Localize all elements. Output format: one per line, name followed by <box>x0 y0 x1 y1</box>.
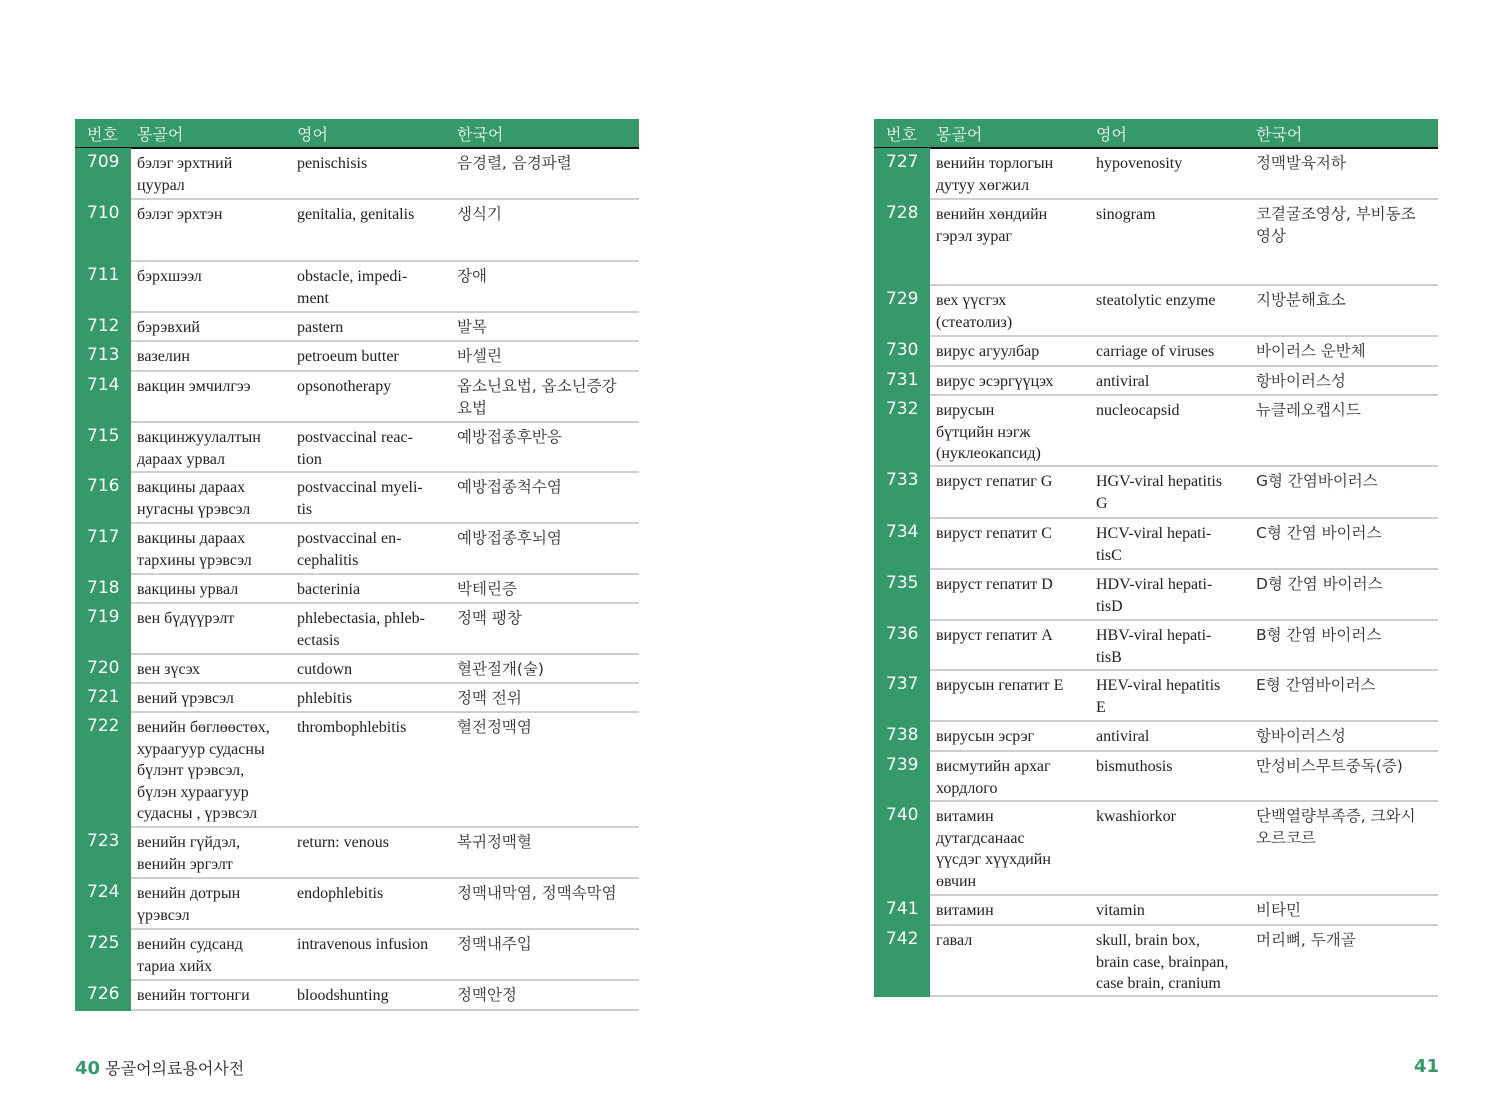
korean-term: 복귀정맥혈 <box>457 833 532 851</box>
row-number: 739 <box>874 751 930 802</box>
english-term: HEV-viral hepatitis E <box>1096 677 1221 716</box>
table-row <box>874 752 1438 802</box>
mongolian-term: вазелин <box>137 348 190 365</box>
mongolian-term: вируст гепатит C <box>936 525 1052 542</box>
row-number: 734 <box>874 518 930 570</box>
mongolian-term: бэлэг эрхтний цуурал <box>137 155 233 194</box>
korean-term: 음경렬, 음경파렬 <box>457 154 572 172</box>
row-number: 721 <box>75 683 131 713</box>
mongolian-term: вех үүсгэх (стеатолиз) <box>936 292 1013 331</box>
english-term: steatolytic enzyme <box>1096 292 1216 309</box>
korean-term: 예방접종척수염 <box>457 478 562 496</box>
table-row <box>75 713 639 828</box>
korean-term: 비타민 <box>1256 901 1301 919</box>
row-number: 738 <box>874 721 930 752</box>
english-term: HBV-viral hepati- tisB <box>1096 627 1212 666</box>
english-term: penischisis <box>297 155 368 172</box>
english-term: antiviral <box>1096 728 1150 745</box>
row-number: 718 <box>75 574 131 604</box>
table-row <box>75 149 639 200</box>
english-term: phlebectasia, phleb- ectasis <box>297 610 425 649</box>
right-term-table <box>874 119 1438 997</box>
table-row <box>75 879 639 930</box>
mongolian-term: вакцины урвал <box>137 581 239 598</box>
english-term: HDV-viral hepati- tisD <box>1096 576 1213 615</box>
korean-term: 바셀린 <box>457 347 502 365</box>
header-english: 영어 <box>297 125 328 144</box>
row-number: 709 <box>75 148 131 200</box>
mongolian-term: вен бүдүүрэлт <box>137 610 235 627</box>
table-body <box>75 149 639 1011</box>
english-term: pastern <box>297 319 344 336</box>
row-number: 723 <box>75 827 131 879</box>
table-header <box>874 119 1438 149</box>
row-number: 733 <box>874 466 930 519</box>
english-term: phlebitis <box>297 690 353 707</box>
mongolian-term: бэрэвхий <box>137 319 200 336</box>
english-term: bacterinia <box>297 581 361 598</box>
table-row <box>75 655 639 684</box>
table-row <box>874 671 1438 722</box>
english-term: postvaccinal en- cephalitis <box>297 530 402 569</box>
korean-term: 항바이러스성 <box>1256 727 1346 745</box>
mongolian-term: вакцинжуулалтын дараах урвал <box>137 429 261 468</box>
mongolian-term: гавал <box>936 932 973 949</box>
english-term: HGV-viral hepatitis G <box>1096 473 1223 512</box>
english-term: endophlebitis <box>297 885 384 902</box>
korean-term: 혈관절개(술) <box>457 660 544 678</box>
row-number: 740 <box>874 801 930 896</box>
korean-term: 옵소닌요법, 옵소닌증강 요법 <box>457 377 617 417</box>
header-num: 번호 <box>87 125 118 144</box>
table-row <box>874 200 1438 286</box>
row-number: 726 <box>75 980 131 1011</box>
table-row <box>75 604 639 655</box>
row-number: 730 <box>874 336 930 367</box>
table-row <box>75 828 639 879</box>
english-term: HCV-viral hepati- tisC <box>1096 525 1212 564</box>
english-term: skull, brain box, brain case, brainpan, case brain, cranium <box>1096 932 1229 992</box>
mongolian-term: вируст гепатиг G <box>936 473 1053 490</box>
table-row <box>874 896 1438 926</box>
korean-term: 생식기 <box>457 205 502 223</box>
korean-term: 장애 <box>457 267 487 285</box>
row-number: 729 <box>874 285 930 337</box>
korean-term: E형 간염바이러스 <box>1256 676 1376 694</box>
mongolian-term: венийн торлогын дутуу хөгжил <box>936 155 1054 194</box>
mongolian-term: бэрхшээл <box>137 268 202 285</box>
table-row <box>75 930 639 981</box>
header-num: 번호 <box>886 125 917 144</box>
row-number: 728 <box>874 199 930 286</box>
row-number: 713 <box>75 341 131 372</box>
mongolian-term: венийн дотрын үрэвсэл <box>137 885 241 924</box>
korean-term: 정맥 팽창 <box>457 609 522 627</box>
row-number: 719 <box>75 603 131 655</box>
korean-term: 정맥내막염, 정맥속막염 <box>457 884 617 902</box>
table-row <box>874 621 1438 671</box>
korean-term: 항바이러스성 <box>1256 372 1346 390</box>
korean-term: C형 간염 바이러스 <box>1256 524 1382 542</box>
mongolian-term: венийн судсанд тариа хийх <box>137 936 243 975</box>
table-row <box>75 313 639 342</box>
mongolian-term: вен зүсэх <box>137 661 200 678</box>
korean-term: 바이러스 운반체 <box>1256 342 1366 360</box>
left-term-table <box>75 119 639 1011</box>
footer-left <box>75 1056 244 1079</box>
english-term: cutdown <box>297 661 353 678</box>
header-english: 영어 <box>1096 125 1127 144</box>
header-korean: 한국어 <box>1256 125 1303 144</box>
table-row <box>874 367 1438 396</box>
row-number: 741 <box>874 895 930 926</box>
english-term: postvaccinal reac- tion <box>297 429 413 468</box>
mongolian-term: венийн тогтонги <box>137 987 250 1004</box>
korean-term: 뉴클레오캡시드 <box>1256 401 1361 419</box>
row-number: 710 <box>75 199 131 262</box>
header-mongolian: 몽골어 <box>137 125 184 144</box>
english-term: carriage of viruses <box>1096 343 1215 360</box>
english-term: postvaccinal myeli- tis <box>297 479 423 518</box>
korean-term: 예방접종후반응 <box>457 428 562 446</box>
table-row <box>75 981 639 1011</box>
row-number: 722 <box>75 712 131 828</box>
row-number: 716 <box>75 472 131 524</box>
english-term: sinogram <box>1096 206 1156 223</box>
korean-term: 발목 <box>457 318 487 336</box>
header-mongolian: 몽골어 <box>936 125 983 144</box>
mongolian-term: вирус агуулбар <box>936 343 1040 360</box>
mongolian-term: вений үрэвсэл <box>137 690 234 707</box>
english-term: bismuthosis <box>1096 758 1173 775</box>
korean-term: 박테린증 <box>457 580 517 598</box>
korean-term: 단백열량부족증, 크와시 오르코르 <box>1256 807 1416 847</box>
table-row <box>874 149 1438 200</box>
mongolian-term: витамин <box>936 902 994 919</box>
english-term: kwashiorkor <box>1096 808 1176 825</box>
korean-term: 정맥내주입 <box>457 935 532 953</box>
english-term: intravenous infusion <box>297 936 429 953</box>
english-term: bloodshunting <box>297 987 389 1004</box>
row-number: 735 <box>874 569 930 621</box>
table-row <box>874 926 1438 997</box>
table-row <box>874 286 1438 337</box>
mongolian-term: висмутийн архаг хордлого <box>936 758 1051 797</box>
english-term: vitamin <box>1096 902 1145 919</box>
mongolian-term: вирусын гепатит E <box>936 677 1064 694</box>
table-row <box>874 467 1438 519</box>
english-term: thrombophlebitis <box>297 719 407 736</box>
english-term: opsonotherapy <box>297 378 392 395</box>
table-row <box>75 423 639 473</box>
mongolian-term: витамин дутагдсанаас үүсдэг хүүхдийн өвчин <box>936 808 1051 890</box>
mongolian-term: вакцины дараах тархины үрэвсэл <box>137 530 252 569</box>
row-number: 737 <box>874 670 930 722</box>
korean-term: 정맥 전위 <box>457 689 522 707</box>
korean-term: 만성비스무트중독(증) <box>1256 757 1403 775</box>
english-term: obstacle, impedi- ment <box>297 268 408 307</box>
mongolian-term: венийн бөглөөстөх, хураагуур судасны бүлэнт үрэвсэл, бүлэн хураагуур судасны , үрэвсэл <box>137 719 270 822</box>
row-number: 714 <box>75 371 131 423</box>
row-number: 725 <box>75 929 131 981</box>
mongolian-term: вирусын эсрэг <box>936 728 1035 745</box>
english-term: genitalia, genitalis <box>297 206 415 223</box>
row-number: 717 <box>75 523 131 575</box>
table-row <box>75 524 639 575</box>
mongolian-term: вируст гепатит A <box>936 627 1053 644</box>
korean-term: 정맥안정 <box>457 986 517 1004</box>
korean-term: 코곁굴조영상, 부비동조 영상 <box>1256 205 1416 245</box>
table-row <box>874 337 1438 367</box>
table-row <box>75 684 639 713</box>
korean-term: B형 간염 바이러스 <box>1256 626 1382 644</box>
mongolian-term: венийн хөндийн гэрэл зураг <box>936 206 1048 245</box>
row-number: 720 <box>75 654 131 684</box>
header-korean: 한국어 <box>457 125 504 144</box>
english-term: petroeum butter <box>297 348 399 365</box>
korean-term: 예방접종후뇌염 <box>457 529 562 547</box>
table-row <box>75 200 639 262</box>
table-row <box>874 570 1438 621</box>
mongolian-term: вирус эсэргүүцэх <box>936 373 1054 390</box>
mongolian-term: венийн гүйдэл, венийн эргэлт <box>137 834 241 873</box>
table-header <box>75 119 639 149</box>
mongolian-term: вакцины дараах нугасны үрэвсэл <box>137 479 251 518</box>
korean-term: 머리뼈, 두개골 <box>1256 931 1356 949</box>
page-number-left: 40 <box>75 1058 101 1079</box>
mongolian-term: вакцин эмчилгээ <box>137 378 251 395</box>
row-number: 732 <box>874 395 930 467</box>
row-number: 731 <box>874 366 930 396</box>
table-row <box>75 372 639 423</box>
table-row <box>75 262 639 313</box>
english-term: antiviral <box>1096 373 1150 390</box>
table-row <box>874 396 1438 467</box>
mongolian-term: бэлэг эрхтэн <box>137 206 223 223</box>
row-number: 724 <box>75 878 131 930</box>
table-row <box>874 519 1438 570</box>
table-row <box>75 473 639 524</box>
row-number: 742 <box>874 925 930 997</box>
korean-term: 지방분해효소 <box>1256 291 1346 309</box>
row-number: 711 <box>75 261 131 313</box>
table-row <box>75 575 639 604</box>
table-body <box>874 149 1438 997</box>
page-number-right: 41 <box>1414 1056 1440 1077</box>
row-number: 715 <box>75 422 131 473</box>
row-number: 736 <box>874 620 930 671</box>
mongolian-term: вирусын бүтцийн нэгж (нуклеокапсид) <box>936 402 1041 462</box>
mongolian-term: вируст гепатит D <box>936 576 1053 593</box>
table-row <box>75 342 639 372</box>
book-title: 몽골어의료용어사전 <box>105 1059 245 1078</box>
korean-term: G형 간염바이러스 <box>1256 472 1378 490</box>
korean-term: 정맥발육저하 <box>1256 154 1346 172</box>
row-number: 727 <box>874 148 930 200</box>
korean-term: 혈전정맥염 <box>457 718 532 736</box>
english-term: nucleocapsid <box>1096 402 1180 419</box>
english-term: return: venous <box>297 834 389 851</box>
table-row <box>874 802 1438 896</box>
table-row <box>874 722 1438 752</box>
english-term: hypovenosity <box>1096 155 1183 172</box>
korean-term: D형 간염 바이러스 <box>1256 575 1383 593</box>
row-number: 712 <box>75 312 131 342</box>
